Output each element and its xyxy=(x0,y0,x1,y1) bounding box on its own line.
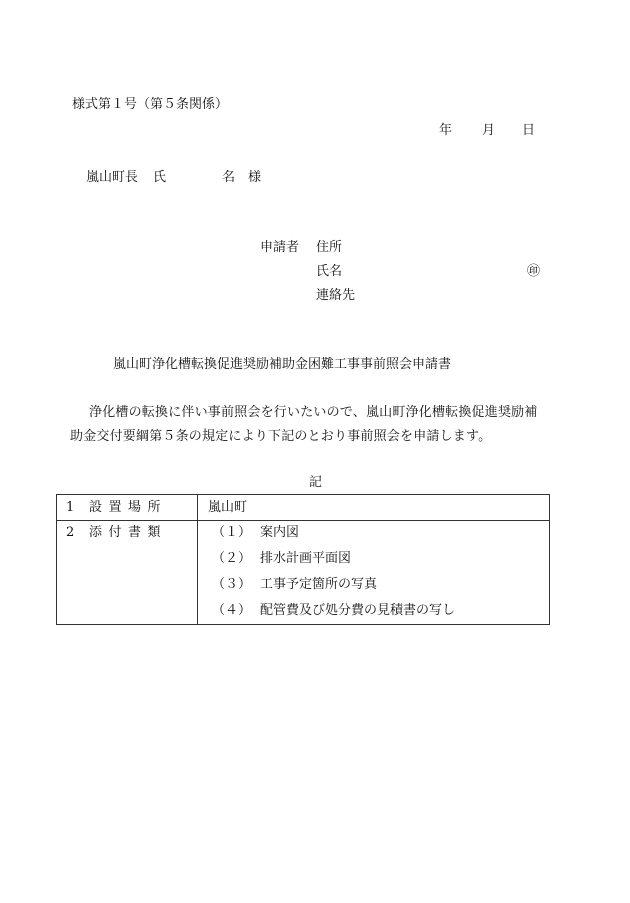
name-label: 氏名 xyxy=(316,264,343,279)
attachment-number: （３） xyxy=(212,577,252,592)
attachment-item: 配管費及び処分費の見積書の写し xyxy=(260,603,456,618)
ki-heading: 記 xyxy=(309,475,323,490)
addressee-mei: 名 xyxy=(222,170,236,185)
row-number: 1 xyxy=(66,500,75,515)
addressee-town: 嵐山町長 xyxy=(86,170,139,185)
date-day-label: 日 xyxy=(522,123,536,138)
document-title: 嵐山町浄化槽転換促進奨励補助金困難工事事前照会申請書 xyxy=(113,357,452,372)
form-number: 様式第１号（第５条関係） xyxy=(72,97,229,112)
details-table xyxy=(56,494,550,625)
addressee-shi: 氏 xyxy=(153,170,167,185)
attached-documents-label: 添付書類 xyxy=(89,525,168,540)
date-month-label: 月 xyxy=(482,123,496,138)
seal-icon: ㊞ xyxy=(527,264,541,279)
attachment-item: 案内図 xyxy=(260,525,300,540)
table-row-divider xyxy=(57,520,549,521)
date-year-label: 年 xyxy=(439,123,453,138)
address-label: 住所 xyxy=(316,240,343,255)
addressee-sama: 様 xyxy=(248,170,262,185)
attachment-number: （４） xyxy=(212,603,252,618)
table-column-divider xyxy=(197,495,198,624)
row-number: 2 xyxy=(66,525,75,540)
attachment-item: 工事予定箇所の写真 xyxy=(260,577,378,592)
body-text-line-2: 助金交付要綱第５条の規定により下記のとおり事前照会を申請します。 xyxy=(70,429,492,444)
body-text-line-1: 浄化槽の転換に伴い事前照会を行いたいので、嵐山町浄化槽転換促進奨励補 xyxy=(89,405,538,420)
installation-location-value: 嵐山町 xyxy=(208,500,248,515)
applicant-label: 申請者 xyxy=(260,240,300,255)
attachment-item: 排水計画平面図 xyxy=(260,551,352,566)
contact-label: 連絡先 xyxy=(316,288,356,303)
attachment-number: （２） xyxy=(212,551,252,566)
attachment-number: （１） xyxy=(212,525,252,540)
installation-location-label: 設置場所 xyxy=(89,500,168,515)
